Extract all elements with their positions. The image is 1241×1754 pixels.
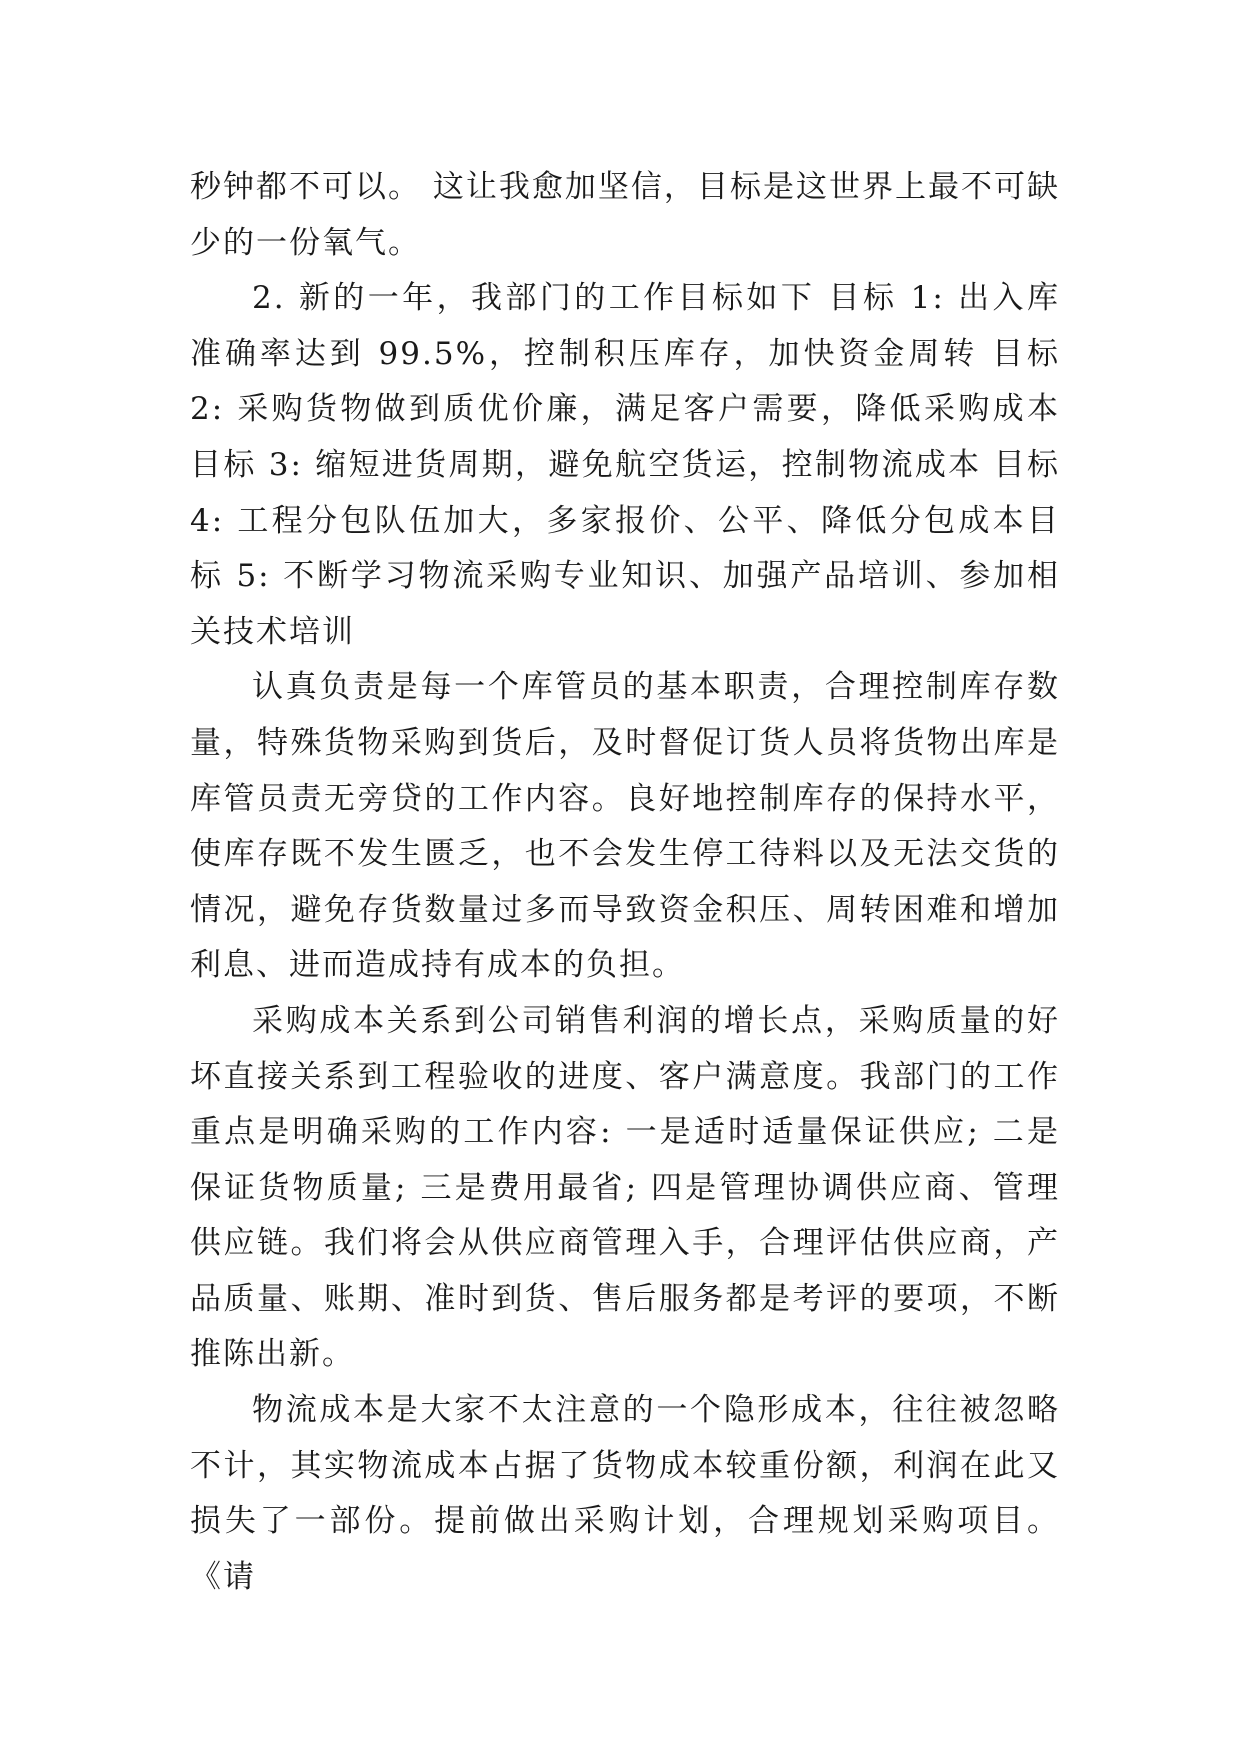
paragraph-logistics-cost: 物流成本是大家不太注意的一个隐形成本，往往被忽略不计，其实物流成本占据了货物成本较重份额，利润在此又损失了一部份。提前做出采购计划，合理规划采购项目。《请 <box>190 1392 1060 1595</box>
paragraph-work-goals: 2. 新的一年，我部门的工作目标如下 目标 1: 出入库准确率达到 99.5%，控制积压库存，加快资金周转 目标 2: 采购货物做到质优价廉，满足客户需要，降低采购成本 目标 3: 缩短进货周期，避免航空货运，控制物流成本 目标 4: 工程分包队伍加大，多家报价、公平、降低分包成本目标 5: 不断学习物流采购专业知识、加强产品培训、参加相关技术培训 <box>190 280 1060 650</box>
paragraph-continuation: 秒钟都不可以。 这让我愈加坚信，目标是这世界上最不可缺少的一份氧气。 <box>190 169 1060 261</box>
document-body <box>190 160 1060 1605</box>
paragraph-inventory-management: 认真负责是每一个库管员的基本职责，合理控制库存数量，特殊货物采购到货后，及时督促订货人员将货物出库是库管员责无旁贷的工作内容。良好地控制库存的保持水平，使库存既不发生匮乏，也不会发生停工待料以及无法交货的情况，避免存货数量过多而导致资金积压、周转困难和增加利息、进而造成持有成本的负担。 <box>190 669 1060 984</box>
paragraph-procurement-cost: 采购成本关系到公司销售利润的增长点，采购质量的好坏直接关系到工程验收的进度、客户满意度。我部门的工作重点是明确采购的工作内容: 一是适时适量保证供应; 二是保证货物质量; 三是费用最省; 四是管理协调供应商、管理供应链。我们将会从供应商管理入手，合理评估供应商，产品质量、账期、准时到货、售后服务都是考评的要项，不断推陈出新。 <box>190 1002 1060 1373</box>
